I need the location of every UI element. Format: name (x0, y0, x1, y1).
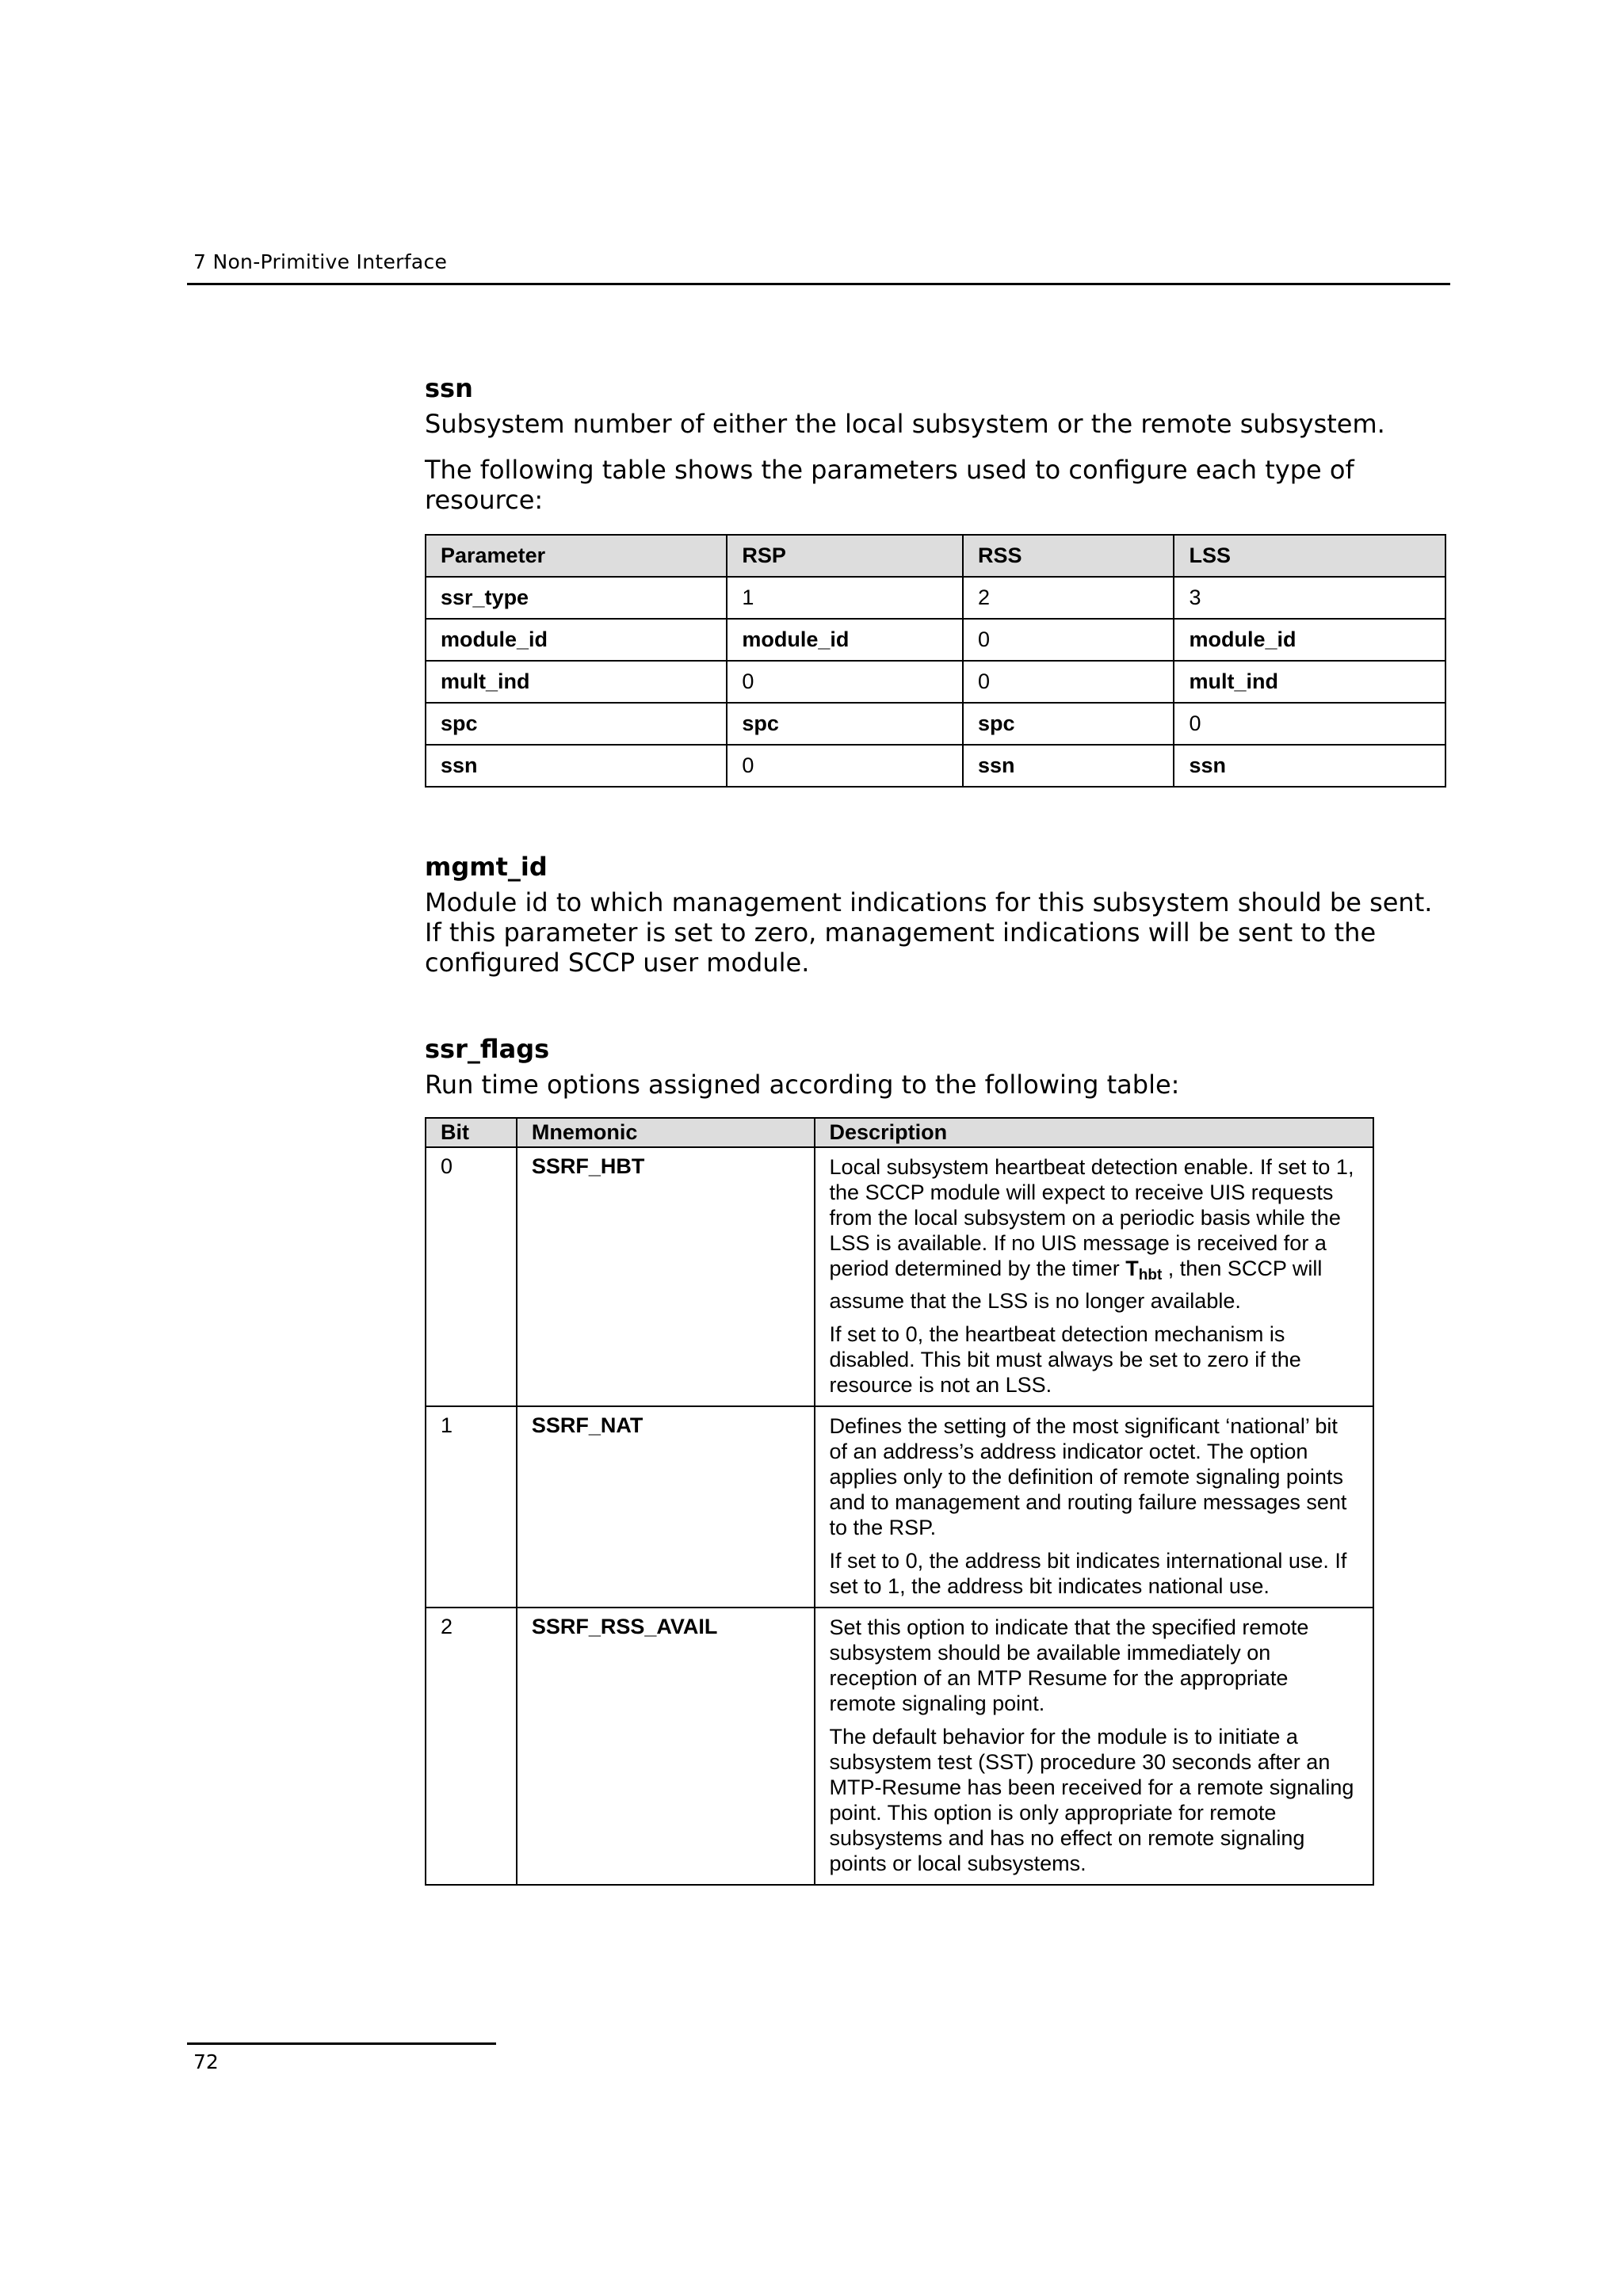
flags-table (425, 1117, 1374, 1886)
description-paragraph: Set this option to indicate that the specified remote subsystem should be available immediately on reception of an MTP Resume for the appropriate remote signaling point. (829, 1615, 1309, 1715)
table-cell: 0 (963, 661, 1174, 703)
table-row (426, 577, 1445, 619)
bit-cell: 1 (426, 1406, 517, 1608)
table-cell: spc (727, 703, 963, 745)
ssn-description: Subsystem number of either the local subsystem or the remote subsystem. (425, 409, 1385, 439)
mnemonic-cell: SSRF_NAT (517, 1406, 815, 1608)
table-header-row (426, 1118, 1373, 1147)
table-row (426, 619, 1445, 661)
description-paragraph: The default behavior for the module is to initiate a subsystem test (SST) procedure 30 seconds after an MTP-Resume has been received for a remote signaling point. This option is only appropriate for remote subsystems and has no effect on remote signaling points or local subsystems. (829, 1725, 1354, 1875)
description-cell (815, 1147, 1373, 1406)
column-header: RSP (727, 535, 963, 577)
table-row (426, 1608, 1373, 1885)
table-cell: 0 (727, 661, 963, 703)
description-cell (815, 1406, 1373, 1608)
description-paragraph: If set to 0, the heartbeat detection mechanism is disabled. This bit must always be set to zero if the resource is not an LSS. (829, 1322, 1301, 1397)
bit-cell: 2 (426, 1608, 517, 1885)
table-row (426, 661, 1445, 703)
section-title-ssr-flags: ssr_flags (425, 1034, 550, 1064)
table-header-row (426, 535, 1445, 577)
parameter-table (425, 534, 1446, 788)
table-cell: mult_ind (426, 661, 727, 703)
table-row (426, 1406, 1373, 1608)
column-header: Bit (426, 1118, 517, 1147)
table-cell: module_id (1174, 619, 1445, 661)
timer-name: T (1125, 1257, 1139, 1280)
table-cell: ssn (426, 745, 727, 787)
section-title-ssn: ssn (425, 373, 473, 403)
running-header: 7 Non-Primitive Interface (193, 250, 448, 273)
table-cell: 3 (1174, 577, 1445, 619)
column-header: LSS (1174, 535, 1445, 577)
table-row (426, 1147, 1373, 1406)
footer-rule (187, 2042, 496, 2045)
table-cell: 0 (1174, 703, 1445, 745)
table-cell: spc (426, 703, 727, 745)
column-header: Parameter (426, 535, 727, 577)
description-cell (815, 1608, 1373, 1885)
ssn-table-intro: The following table shows the parameters used to configure each type of resource: (425, 455, 1354, 515)
timer-subscript: hbt (1138, 1267, 1163, 1283)
mnemonic-cell: SSRF_RSS_AVAIL (517, 1608, 815, 1885)
table-row (426, 703, 1445, 745)
table-cell: 0 (963, 619, 1174, 661)
mgmt-id-description: Module id to which management indications for this subsystem should be sent. If this parameter is set to zero, management indications will be sent to the configured SCCP user module. (425, 887, 1433, 978)
table-cell: ssr_type (426, 577, 727, 619)
description-text: Local subsystem heartbeat detection enable. If set to 1, the SCCP module will expect to receive UIS requests from the local subsystem on a periodic basis while the LSS is available. If no UIS message is received for a period determined by the timer (829, 1155, 1354, 1280)
table-cell: spc (963, 703, 1174, 745)
table-cell: ssn (1174, 745, 1445, 787)
page-content (425, 372, 1455, 1886)
bit-cell: 0 (426, 1147, 517, 1406)
table-cell: ssn (963, 745, 1174, 787)
table-cell: 0 (727, 745, 963, 787)
table-cell: mult_ind (1174, 661, 1445, 703)
mnemonic-cell: SSRF_HBT (517, 1147, 815, 1406)
table-cell: 1 (727, 577, 963, 619)
table-cell: 2 (963, 577, 1174, 619)
header-rule (187, 283, 1450, 285)
description-paragraph: Defines the setting of the most significant ‘national’ bit of an address’s address indicator octet. The option applies only to the definition of remote signaling points and to management and routing failure messages sent to the RSP. (829, 1414, 1347, 1539)
description-text: , then SCCP will assume that the LSS is no longer available. (829, 1257, 1323, 1313)
table-row (426, 745, 1445, 787)
description-paragraph (830, 1154, 1358, 1314)
table-cell: module_id (426, 619, 727, 661)
section-title-mgmt-id: mgmt_id (425, 852, 548, 882)
page-number: 72 (193, 2050, 219, 2073)
column-header: Mnemonic (517, 1118, 815, 1147)
description-paragraph: If set to 0, the address bit indicates international use. If set to 1, the address bit indicates national use. (829, 1549, 1347, 1598)
table-cell: module_id (727, 619, 963, 661)
column-header: Description (815, 1118, 1373, 1147)
ssr-flags-description: Run time options assigned according to the following table: (425, 1070, 1180, 1100)
column-header: RSS (963, 535, 1174, 577)
